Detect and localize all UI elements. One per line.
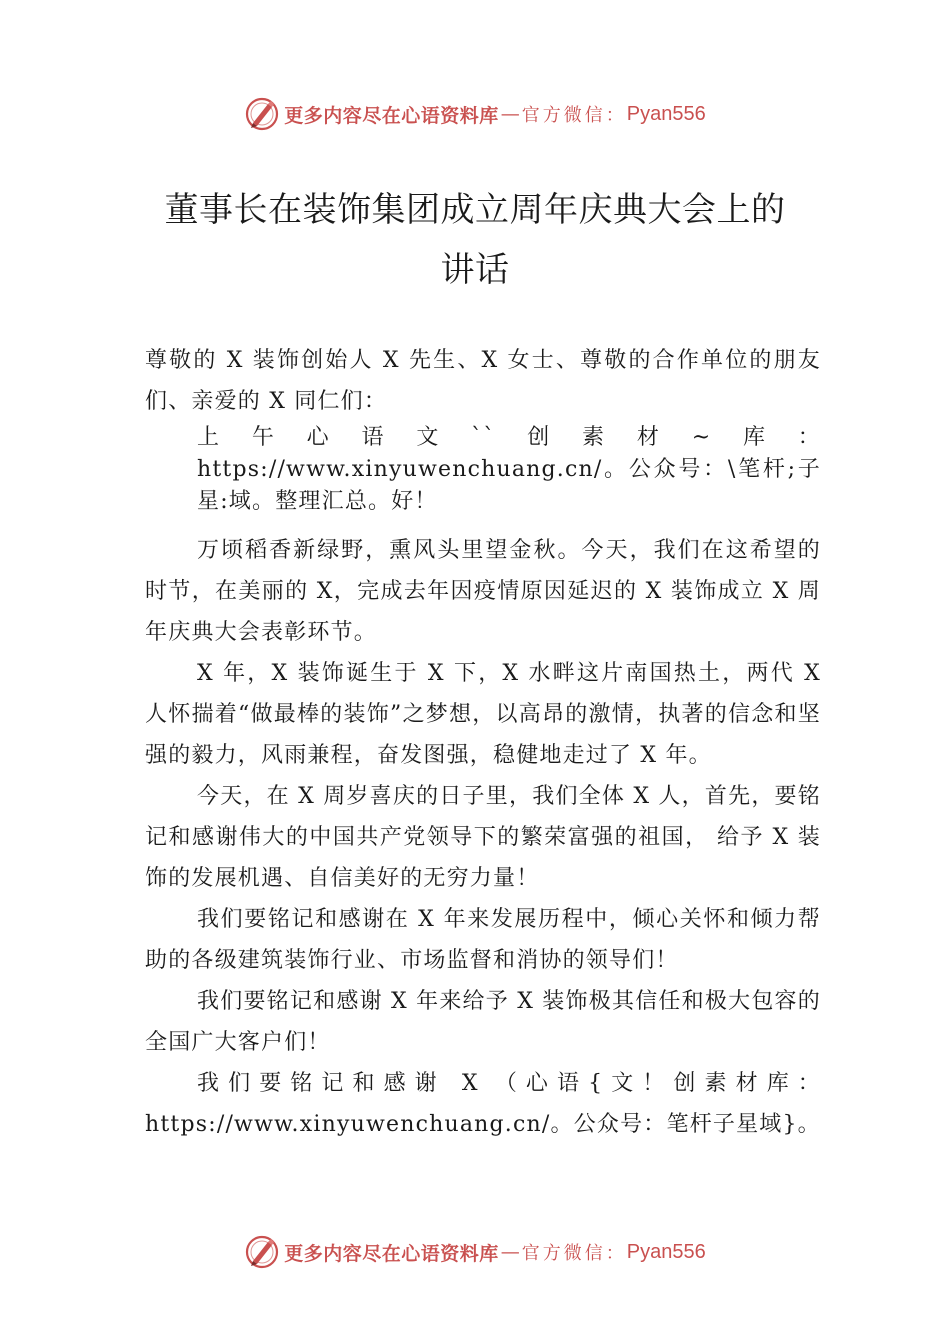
pen-logo-icon — [244, 1234, 280, 1270]
footer-wechat-label: 官方微信： — [521, 1243, 627, 1264]
header-wechat-id: Pyan556 — [626, 102, 706, 125]
body-paragraph: X 年，X 装饰诞生于 X 下，X 水畔这片南国热土，两代 X 人怀揣着“做最棒的装饰”之梦想，以高昂的激情，执著的信念和坚强的毅力，风雨兼程，奋发图强，稳健地走过了 X 年。 — [145, 661, 821, 768]
header-watermark-banner — [0, 94, 950, 134]
footer-watermark-banner — [0, 1232, 950, 1272]
document-title — [0, 180, 950, 300]
header-brand-text: 更多内容尽在心语资料库 — [284, 104, 499, 127]
header-wechat-label: 官方微信： — [521, 105, 627, 126]
footer-wechat-id: Pyan556 — [626, 1240, 706, 1263]
pen-logo-icon — [244, 96, 280, 132]
title-line-2: 讲话 — [440, 250, 510, 290]
header-dash: — — [500, 103, 520, 125]
document-body — [145, 340, 821, 1145]
body-paragraph: 我们要铭记和感谢在 X 年来发展历程中，倾心关怀和倾力帮助的各级建筑装饰行业、市场监督和消协的领导们！ — [145, 907, 821, 973]
footer-dash: — — [500, 1241, 520, 1263]
footer-brand-text: 更多内容尽在心语资料库 — [284, 1242, 499, 1265]
body-paragraph: 万顷稻香新绿野，熏风头里望金秋。今天，我们在这希望的时节，在美丽的 X，完成去年因疫情原因延迟的 X 装饰成立 X 周年庆典大会表彰环节。 — [145, 538, 821, 645]
salutation-paragraph: 尊敬的 X 装饰创始人 X 先生、X 女士、尊敬的合作单位的朋友们、亲爱的 X 同仁们： — [145, 348, 821, 414]
body-paragraph: 我们要铭记和感谢 X 年来给予 X 装饰极其信任和极大包容的全国广大客户们！ — [145, 989, 821, 1055]
body-paragraph: 我们要铭记和感谢 X （心语{文！创素材库：https://www.xinyuwenchuang.cn/。公众号：笔杆子星域}。 — [145, 1071, 821, 1137]
title-line-1: 董事长在装饰集团成立周年庆典大会上的 — [164, 190, 786, 230]
source-note-paragraph: 上午心语文``创素材~库：https://www.xinyuwenchuang.cn/。公众号：\笔杆;子星:域。整理汇总。好！ — [197, 425, 821, 514]
body-paragraph: 今天，在 X 周岁喜庆的日子里，我们全体 X 人，首先，要铭记和感谢伟大的中国共产党领导下的繁荣富强的祖国， 给予 X 装饰的发展机遇、自信美好的无穷力量！ — [145, 784, 821, 891]
